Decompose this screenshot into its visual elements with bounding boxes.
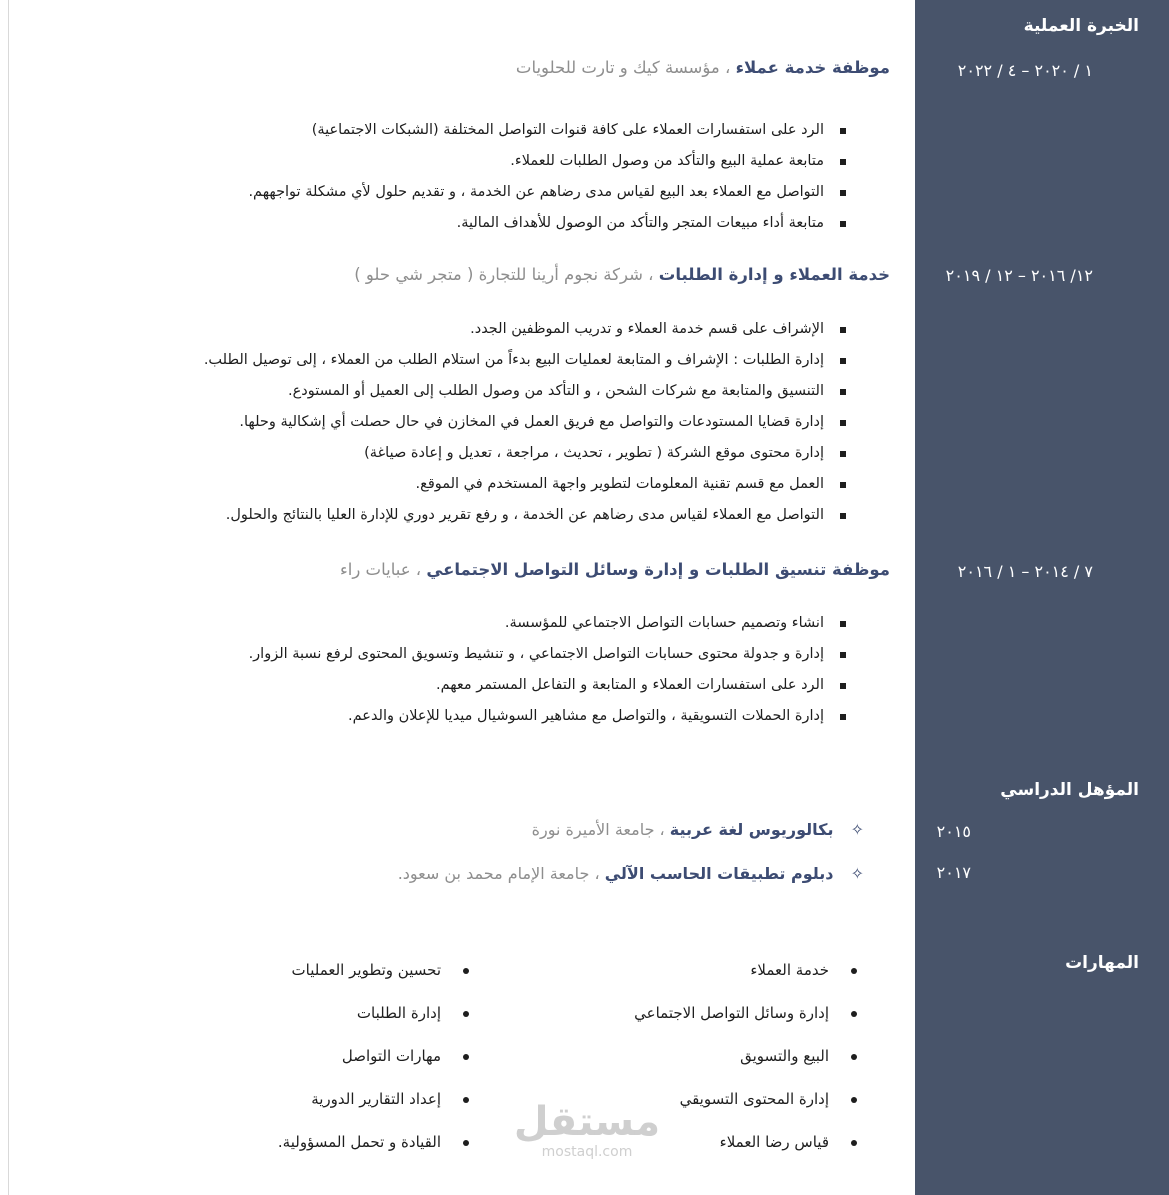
edu-2-date: ٢٠١٧ xyxy=(936,863,971,882)
bullet-dot-icon xyxy=(463,968,469,974)
edu-2-org: ، جامعة الإمام محمد بن سعود. xyxy=(397,864,600,883)
edu-2-title: دبلوم تطبيقات الحاسب الآلي xyxy=(604,864,834,883)
job-3-header xyxy=(340,560,890,579)
bullet-dot-icon xyxy=(851,1097,857,1103)
sidebar-band xyxy=(915,0,1169,1195)
list-item: الرد على استفسارات العملاء و المتابعة و التفاعل المستمر معهم. xyxy=(249,670,846,701)
job-1-header xyxy=(516,58,890,77)
job-2-title: خدمة العملاء و إدارة الطلبات xyxy=(658,265,890,284)
list-item: إدارة الطلبات : الإشراف و المتابعة لعمليات البيع بدءاً من استلام الطلب من العملاء ، إلى توصيل الطلب. xyxy=(204,345,846,376)
list-item: انشاء وتصميم حسابات التواصل الاجتماعي للمؤسسة. xyxy=(249,608,846,639)
bullet-dot-icon xyxy=(851,968,857,974)
job-3-title: موظفة تنسيق الطلبات و إدارة وسائل التواصل الاجتماعي xyxy=(426,560,890,579)
page-edge xyxy=(8,0,9,1195)
bullet-dot-icon xyxy=(463,1097,469,1103)
bullet-dot-icon xyxy=(463,1054,469,1060)
edu-1-title: بكالوريوس لغة عربية xyxy=(669,820,834,839)
edu-2 xyxy=(398,864,864,883)
skill-item: القيادة و تحمل المسؤولية. xyxy=(278,1133,469,1151)
skill-item: البيع والتسويق xyxy=(740,1047,857,1065)
skill-item: خدمة العملاء xyxy=(750,961,857,979)
experience-heading: الخبرة العملية xyxy=(1023,16,1139,36)
skill-item: إدارة الطلبات xyxy=(357,1004,469,1022)
bullet-dot-icon xyxy=(851,1011,857,1017)
list-item: إدارة و جدولة محتوى حسابات التواصل الاجتماعي ، و تنشيط وتسويق المحتوى لرفع نسبة الزوار. xyxy=(249,639,846,670)
list-item: العمل مع قسم تقنية المعلومات لتطوير واجهة المستخدم في الموقع. xyxy=(204,469,846,500)
skill-item: تحسين وتطوير العمليات xyxy=(292,961,469,979)
skill-item: إدارة وسائل التواصل الاجتماعي xyxy=(634,1004,857,1022)
watermark-url: mostaql.com xyxy=(541,1144,633,1160)
list-item: إدارة قضايا المستودعات والتواصل مع فريق العمل في المخازن في حال حصلت أي إشكالية وحلها. xyxy=(204,407,846,438)
bullet-dot-icon xyxy=(463,1140,469,1146)
bullet-dot-icon xyxy=(851,1054,857,1060)
skills-heading: المهارات xyxy=(1065,953,1139,973)
bullet-dot-icon xyxy=(463,1011,469,1017)
job-1-title: موظفة خدمة عملاء xyxy=(735,58,890,77)
list-item: الرد على استفسارات العملاء على كافة قنوات التواصل المختلفة (الشبكات الاجتماعية) xyxy=(248,115,846,146)
job-3-org: ، عبايات راء xyxy=(339,560,422,579)
education-heading: المؤهل الدراسي xyxy=(1000,780,1139,800)
list-item: التواصل مع العملاء بعد البيع لقياس مدى رضاهم عن الخدمة ، و تقديم حلول لأي مشكلة تواجههم. xyxy=(248,177,846,208)
job-1-duties xyxy=(248,115,846,239)
list-item: متابعة أداء مبيعات المتجر والتأكد من الوصول للأهداف المالية. xyxy=(248,208,846,239)
edu-1-date: ٢٠١٥ xyxy=(936,822,971,841)
watermark xyxy=(512,1100,662,1160)
job-2-duties xyxy=(204,314,846,531)
edu-1-org: ، جامعة الأميرة نورة xyxy=(531,820,665,839)
star-outline-icon: ✧ xyxy=(850,864,864,883)
watermark-logo-text: مستقل xyxy=(513,1099,661,1145)
job-2-org: ، شركة نجوم أرينا للتجارة ( متجر شي حلو ) xyxy=(354,265,654,284)
job-1-org: ، مؤسسة كيك و تارت للحلويات xyxy=(515,58,731,77)
job-3-duties xyxy=(249,608,846,732)
edu-1 xyxy=(532,820,864,839)
bullet-dot-icon xyxy=(851,1140,857,1146)
star-outline-icon: ✧ xyxy=(850,820,864,839)
job-2-date: ١٢/ ٢٠١٦ – ١٢ / ٢٠١٩ xyxy=(945,266,1093,285)
list-item: متابعة عملية البيع والتأكد من وصول الطلبات للعملاء. xyxy=(248,146,846,177)
skill-item: إدارة المحتوى التسويقي xyxy=(680,1090,857,1108)
skill-item: مهارات التواصل xyxy=(342,1047,469,1065)
list-item: إدارة محتوى موقع الشركة ( تطوير ، تحديث ، مراجعة ، تعديل و إعادة صياغة) xyxy=(204,438,846,469)
skill-item: قياس رضا العملاء xyxy=(720,1133,857,1151)
list-item: إدارة الحملات التسويقية ، والتواصل مع مشاهير السوشيال ميديا للإعلان والدعم. xyxy=(249,701,846,732)
list-item: التنسيق والمتابعة مع شركات الشحن ، و التأكد من وصول الطلب إلى العميل أو المستودع. xyxy=(204,376,846,407)
list-item: التواصل مع العملاء لقياس مدى رضاهم عن الخدمة ، و رفع تقرير دوري للإدارة العليا بالنتائج والحلول. xyxy=(204,500,846,531)
skill-item: إعداد التقارير الدورية xyxy=(311,1090,469,1108)
job-1-date: ١ / ٢٠٢٠ – ٤ / ٢٠٢٢ xyxy=(957,61,1093,80)
job-2-header xyxy=(354,265,890,284)
list-item: الإشراف على قسم خدمة العملاء و تدريب الموظفين الجدد. xyxy=(204,314,846,345)
job-3-date: ٧ / ٢٠١٤ – ١ / ٢٠١٦ xyxy=(957,562,1093,581)
